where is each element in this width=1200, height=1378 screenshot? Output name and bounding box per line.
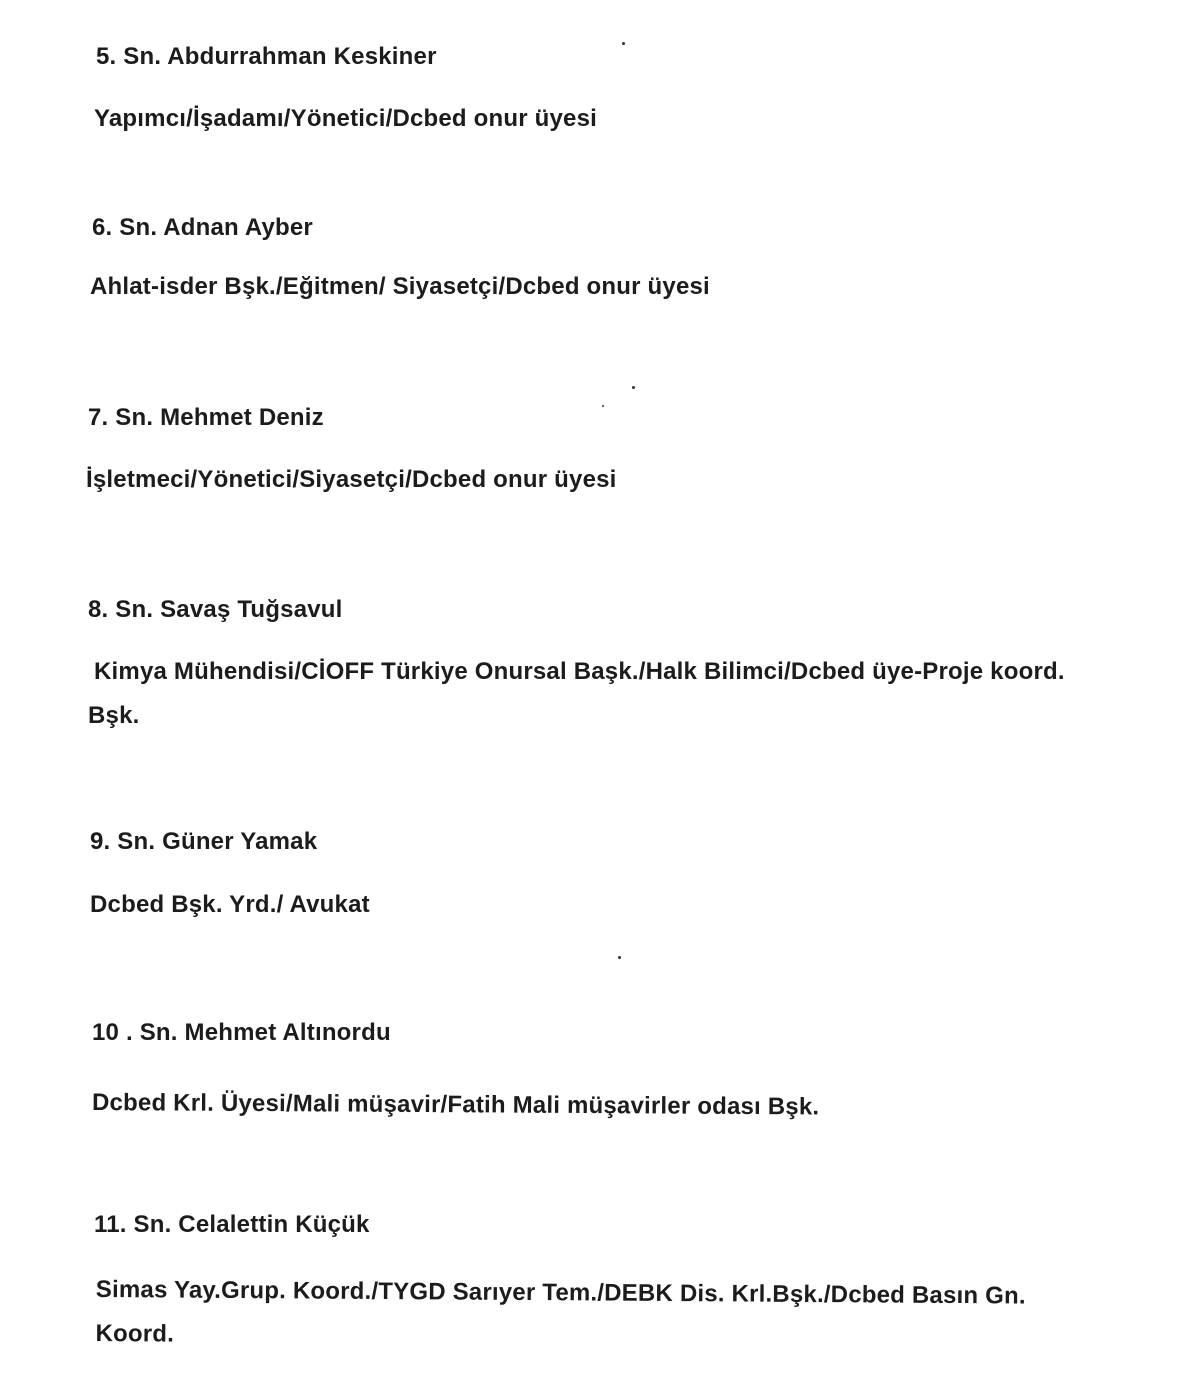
entry-9-title: Dcbed Bşk. Yrd./ Avukat [90, 891, 370, 918]
scan-speck [622, 42, 625, 45]
entry-10-title: Dcbed Krl. Üyesi/Mali müşavir/Fatih Mali müşavirler odası Bşk. [91, 1089, 820, 1121]
entry-11-name: 11. Sn. Celalettin Küçük [94, 1211, 370, 1238]
entry-8-name: 8. Sn. Savaş Tuğsavul [88, 596, 343, 623]
entry-9-name: 9. Sn. Güner Yamak [90, 828, 318, 855]
scan-speck [632, 386, 635, 389]
entry-5-title: Yapımcı/İşadamı/Yönetici/Dcbed onur üyesi [94, 105, 598, 132]
entry-7-title: İşletmeci/Yönetici/Siyasetçi/Dcbed onur üyesi [86, 466, 617, 493]
entry-8-title: Kimya Mühendisi/CİOFF Türkiye Onursal Başk./Halk Bilimci/Dcbed üye-Proje koord. Bşk. [88, 658, 1065, 729]
entry-5-name: 5. Sn. Abdurrahman Keskiner [96, 43, 437, 70]
scan-speck [602, 405, 604, 407]
entry-7-name: 7. Sn. Mehmet Deniz [88, 404, 324, 431]
entry-6-title: Ahlat-isder Bşk./Eğitmen/ Siyasetçi/Dcbed onur üyesi [90, 273, 710, 300]
scan-speck [618, 956, 621, 959]
entry-11-title: Simas Yay.Grup. Koord./TYGD Sarıyer Tem./DEBK Dis. Krl.Bşk./Dcbed Basın Gn. Koord. [95, 1275, 1026, 1348]
entry-10-name: 10 . Sn. Mehmet Altınordu [92, 1019, 391, 1046]
entry-6-name: 6. Sn. Adnan Ayber [92, 214, 313, 241]
